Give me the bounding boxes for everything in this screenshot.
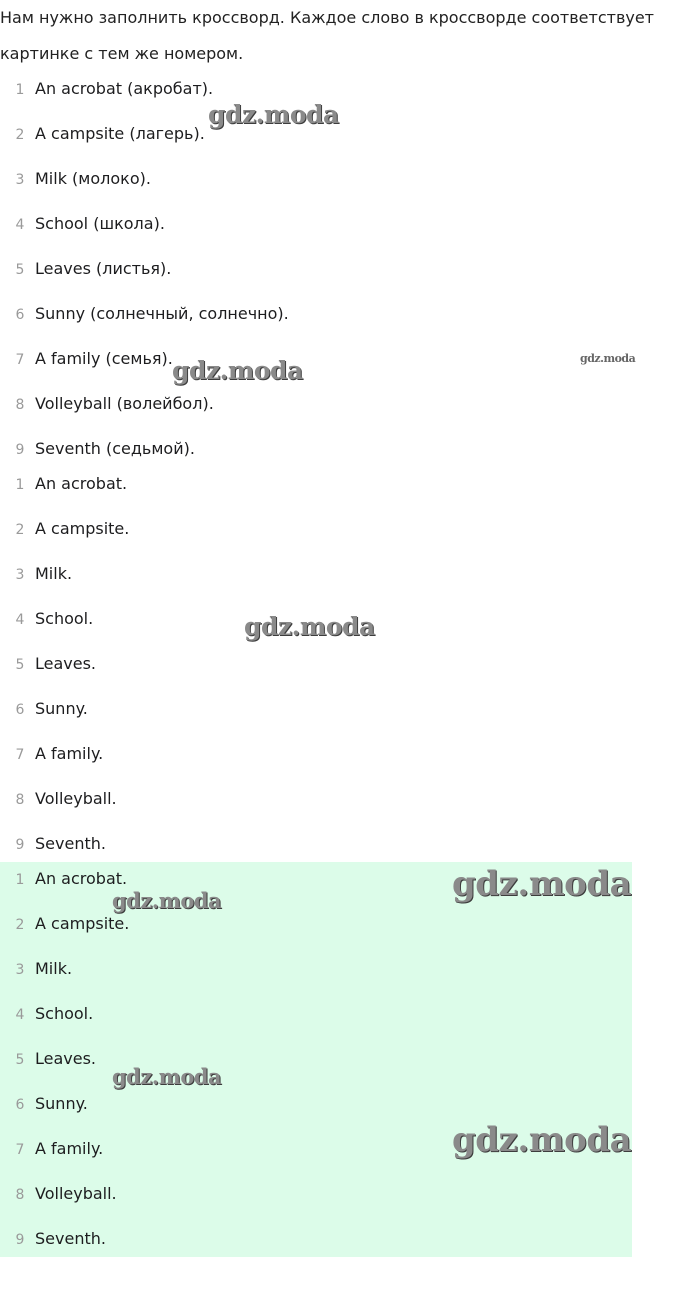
list-item bbox=[0, 467, 632, 512]
list-item bbox=[0, 782, 632, 827]
item-text: Leaves. bbox=[35, 654, 97, 673]
list-item bbox=[0, 342, 632, 387]
item-text: A campsite. bbox=[35, 914, 130, 933]
list-item bbox=[0, 1177, 632, 1222]
item-number: 6 bbox=[15, 702, 25, 718]
item-text: A family (семья). bbox=[35, 349, 173, 368]
item-text: School (школа). bbox=[35, 214, 165, 233]
item-number: 1 bbox=[15, 872, 25, 888]
list-item bbox=[0, 952, 632, 997]
item-text: School. bbox=[35, 609, 94, 628]
item-text: Seventh. bbox=[35, 1229, 106, 1248]
item-number: 9 bbox=[15, 1232, 25, 1248]
list-item bbox=[0, 557, 632, 602]
item-text: An acrobat. bbox=[35, 869, 128, 888]
item-text: Milk (молоко). bbox=[35, 169, 151, 188]
item-number: 4 bbox=[15, 612, 25, 628]
item-text: Volleyball (волейбол). bbox=[35, 394, 214, 413]
intro-text bbox=[0, 0, 676, 72]
item-text: Volleyball. bbox=[35, 789, 117, 808]
watermark-logo: gdz.moda bbox=[112, 888, 222, 913]
item-text: A campsite (лагерь). bbox=[35, 124, 205, 143]
answer-list-2 bbox=[0, 467, 632, 872]
item-number: 7 bbox=[15, 747, 25, 763]
list-item bbox=[0, 252, 632, 297]
list-item bbox=[0, 297, 632, 342]
intro-line-1: Нам нужно заполнить кроссворд. Каждое слово в кроссворде соответствует bbox=[0, 8, 654, 27]
answer-list-highlighted bbox=[0, 862, 632, 1257]
item-number: 7 bbox=[15, 352, 25, 368]
item-number: 2 bbox=[15, 522, 25, 538]
item-text: A campsite. bbox=[35, 519, 130, 538]
item-text: Volleyball. bbox=[35, 1184, 117, 1203]
list-item bbox=[0, 737, 632, 782]
item-number: 3 bbox=[15, 567, 25, 583]
item-number: 8 bbox=[15, 792, 25, 808]
list-item bbox=[0, 647, 632, 692]
item-text: Milk. bbox=[35, 564, 73, 583]
list-item bbox=[0, 207, 632, 252]
item-number: 7 bbox=[15, 1142, 25, 1158]
item-number: 9 bbox=[15, 442, 25, 458]
item-text: Sunny. bbox=[35, 699, 88, 718]
item-number: 4 bbox=[15, 1007, 25, 1023]
item-text: Seventh. bbox=[35, 834, 106, 853]
item-number: 8 bbox=[15, 397, 25, 413]
item-text: Milk. bbox=[35, 959, 73, 978]
list-item bbox=[0, 907, 632, 952]
item-text: An acrobat (акробат). bbox=[35, 79, 214, 98]
watermark-logo: gdz.moda bbox=[172, 356, 303, 385]
item-number: 9 bbox=[15, 837, 25, 853]
item-text: Sunny (солнечный, солнечно). bbox=[35, 304, 289, 323]
item-number: 6 bbox=[15, 1097, 25, 1113]
item-number: 1 bbox=[15, 477, 25, 493]
watermark-logo: gdz.moda bbox=[580, 352, 636, 365]
item-text: Seventh (седьмой). bbox=[35, 439, 195, 458]
item-number: 6 bbox=[15, 307, 25, 323]
item-text: An acrobat. bbox=[35, 474, 128, 493]
item-text: A family. bbox=[35, 1139, 104, 1158]
item-number: 1 bbox=[15, 82, 25, 98]
list-item bbox=[0, 162, 632, 207]
watermark-logo: gdz.moda bbox=[208, 100, 339, 129]
item-text: Leaves. bbox=[35, 1049, 97, 1068]
item-number: 3 bbox=[15, 172, 25, 188]
item-number: 4 bbox=[15, 217, 25, 233]
list-item bbox=[0, 692, 632, 737]
item-number: 2 bbox=[15, 917, 25, 933]
list-item bbox=[0, 1042, 632, 1087]
item-number: 5 bbox=[15, 262, 25, 278]
item-text: A family. bbox=[35, 744, 104, 763]
item-number: 5 bbox=[15, 1052, 25, 1068]
intro-line-2: картинке с тем же номером. bbox=[0, 44, 244, 63]
item-text: Leaves (листья). bbox=[35, 259, 172, 278]
watermark-logo: gdz.moda bbox=[452, 864, 632, 904]
list-item bbox=[0, 387, 632, 432]
item-number: 2 bbox=[15, 127, 25, 143]
watermark-logo: gdz.moda bbox=[112, 1064, 222, 1089]
watermark-logo: gdz.moda bbox=[244, 612, 375, 641]
item-number: 5 bbox=[15, 657, 25, 673]
list-item bbox=[0, 1222, 632, 1267]
item-number: 3 bbox=[15, 962, 25, 978]
list-item bbox=[0, 512, 632, 557]
item-text: School. bbox=[35, 1004, 94, 1023]
item-text: Sunny. bbox=[35, 1094, 88, 1113]
item-number: 8 bbox=[15, 1187, 25, 1203]
answer-list-1 bbox=[0, 72, 632, 477]
watermark-logo: gdz.moda bbox=[452, 1120, 632, 1160]
list-item bbox=[0, 997, 632, 1042]
